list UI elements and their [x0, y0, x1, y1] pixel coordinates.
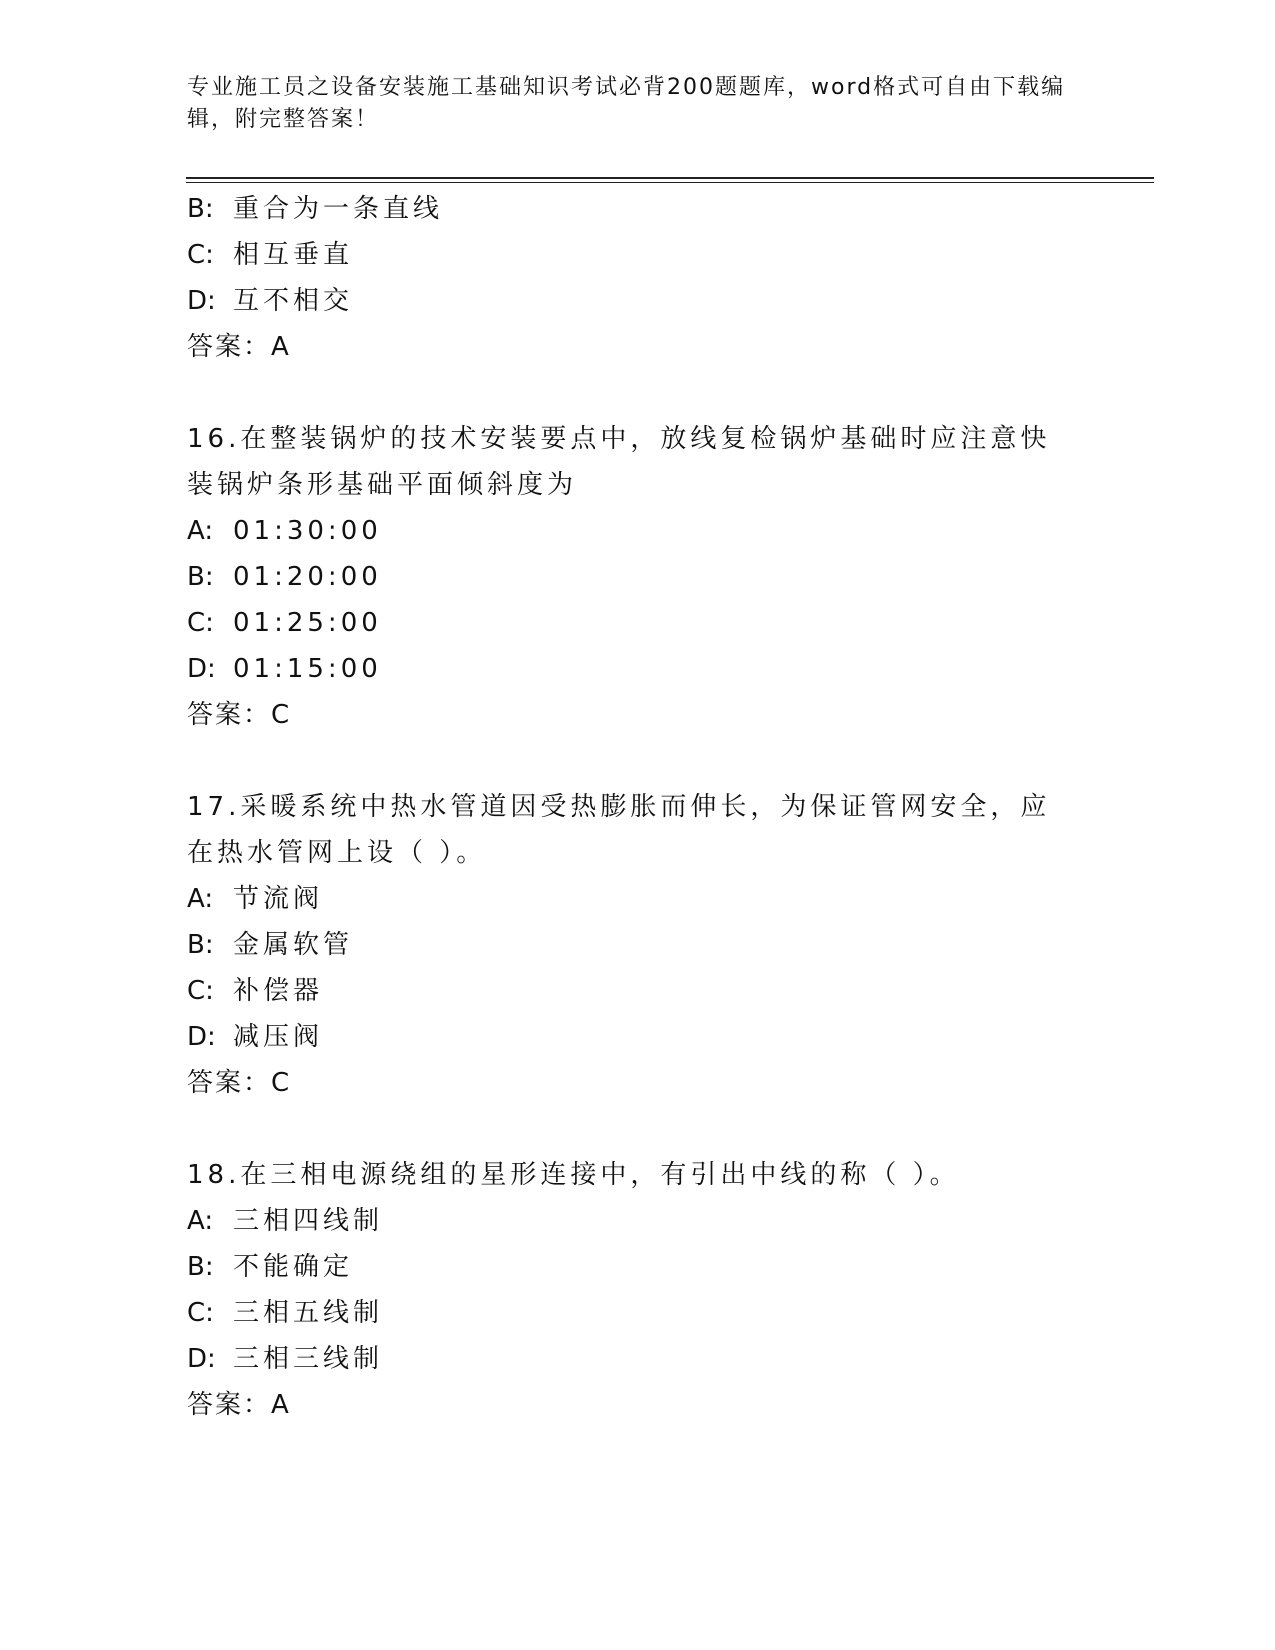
option-a: [187, 1198, 1087, 1244]
option-letter: C:: [187, 976, 214, 1006]
question-18: [187, 1152, 1087, 1428]
option-c: [187, 968, 1087, 1014]
page-header: 专业施工员之设备安装施工基础知识考试必背200题题库，word格式可自由下载编辑，附完整答案！: [187, 75, 1066, 132]
option-letter: C:: [187, 240, 214, 270]
option-d: [187, 278, 1087, 324]
question-17: [187, 784, 1087, 1106]
answer-line: 答案：C: [187, 700, 292, 730]
option-c: [187, 1290, 1087, 1336]
option-letter: A:: [187, 1206, 214, 1236]
option-a: [187, 508, 1087, 554]
question-stem: 18.在三相电源绕组的星形连接中，有引出中线的称（ ）。: [187, 1160, 960, 1190]
option-letter: A:: [187, 884, 214, 914]
option-letter: B:: [187, 562, 214, 592]
option-text: 01:30:00: [233, 516, 382, 546]
question-15-continued: [187, 186, 1087, 370]
question-16: [187, 416, 1087, 738]
option-letter: C:: [187, 1298, 214, 1328]
option-text: 相互垂直: [233, 240, 354, 270]
option-b: [187, 186, 1087, 232]
option-letter: C:: [187, 608, 214, 638]
option-text: 节流阀: [233, 884, 324, 914]
option-letter: B:: [187, 1252, 214, 1282]
answer-line: 答案：A: [187, 332, 291, 362]
option-text: 重合为一条直线: [233, 194, 444, 224]
spacer: [187, 738, 1087, 784]
option-text: 三相四线制: [233, 1206, 384, 1236]
header-rule-thin: [186, 182, 1154, 183]
option-a: [187, 876, 1087, 922]
option-d: [187, 1014, 1087, 1060]
spacer: [187, 370, 1087, 416]
option-letter: D:: [187, 286, 216, 316]
option-b: [187, 922, 1087, 968]
option-d: [187, 1336, 1087, 1382]
option-text: 01:15:00: [233, 654, 382, 684]
option-text: 三相五线制: [233, 1298, 384, 1328]
option-letter: D:: [187, 1022, 216, 1052]
answer-line: 答案：C: [187, 1068, 292, 1098]
option-c: [187, 600, 1087, 646]
option-text: 01:25:00: [233, 608, 382, 638]
option-letter: A:: [187, 516, 214, 546]
option-letter: B:: [187, 930, 214, 960]
option-letter: D:: [187, 1344, 216, 1374]
answer-line: 答案：A: [187, 1390, 291, 1420]
header-rule-thick: [186, 177, 1154, 179]
spacer: [187, 1106, 1087, 1152]
option-letter: B:: [187, 194, 214, 224]
option-b: [187, 1244, 1087, 1290]
question-stem: 17.采暖系统中热水管道因受热膨胀而伸长，为保证管网安全，应在热水管网上设（ ）。: [187, 792, 1051, 868]
question-stem: 16.在整装锅炉的技术安装要点中，放线复检锅炉基础时应注意快装锅炉条形基础平面倾斜度为: [187, 424, 1051, 500]
option-text: 01:20:00: [233, 562, 382, 592]
option-c: [187, 232, 1087, 278]
option-d: [187, 646, 1087, 692]
option-letter: D:: [187, 654, 216, 684]
option-text: 减压阀: [233, 1022, 324, 1052]
option-text: 互不相交: [233, 286, 354, 316]
option-text: 不能确定: [233, 1252, 354, 1282]
option-text: 三相三线制: [233, 1344, 384, 1374]
option-text: 补偿器: [233, 976, 324, 1006]
option-text: 金属软管: [233, 930, 354, 960]
option-b: [187, 554, 1087, 600]
question-content: [187, 186, 1087, 1428]
